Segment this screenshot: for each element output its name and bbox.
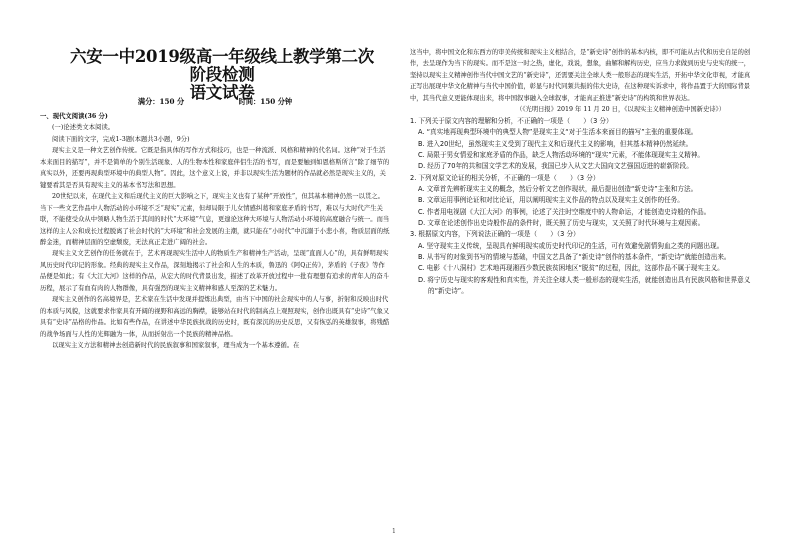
option-b: B. 进入20世纪，虽然现实主义受到了现代主义和后现代主义的影响，但其基本精神仍然延续。 — [418, 139, 693, 148]
score-label: 满分：150 分 — [137, 97, 185, 106]
option-d: D. 文章在论述创作出史诗般作品的条件时，既关照了历史与现实，又关照了时代环境与主观因素。 — [418, 218, 705, 227]
option-d: D. 经历了70年的共和国文学艺术的发展，我国已步入从文艺大国向文艺强国迈进的崭新阶段。 — [418, 162, 693, 171]
option-b: B. 从书写的对象到书写的情境与基础，中国文艺具备了“新史诗”创作的基本条件，“新史诗”就能创造出来。 — [418, 253, 731, 262]
question-stem: 1. 下列关于原文内容的理解和分析，不正确的一项是（ ）（3 分） — [410, 116, 613, 125]
option-a: A. 文章首先辨析现实主义的概念，然后分析文艺创作现状，最后提出创造“新史诗”主张和方法。 — [418, 185, 698, 194]
passage-right — [410, 47, 755, 297]
page-number: 1 — [392, 528, 396, 535]
instructions: 阅读下面的文字，完成1-3题(本题共3小题，9分) — [52, 135, 190, 143]
passage-paragraph: 20世纪以来，在现代主义和后现代主义的巨大影响之下，现实主义也有了某种“开放性”，但其基本精神仍然一以贯之。当下一些文艺作品中人物活动的小环境不乏“现实”元素，但却局限于儿女情感纠葛和家庭矛盾的书写，难以与大时代产生关联，不能使受众从中领略人物生活于其间的时代“大环境”气息，更遑论这种大环境与人物活动小环境的高度融合与统一。而当这样的主人公和成长过程脱离了社会时代的“大环境”和社会发展的主潮，就只能在“小时代”中沉溺于小悲小喜，物质层面的纸醉金迷，而精神层面的空虚颓废，无法真正走进广阔的社会。 — [40, 193, 390, 246]
passage-left — [40, 111, 390, 352]
passage-paragraph: 这当中，将中国文化和东西方的审美传统和现实主义相结合，是“新史诗”创作的基本内核，即不可能从古代和历史自足的创作，去呈现作为当下的现实。而不是这一时之热，虚化，戏说，想象，曲解和解构历史，应当力求做到历史与史实的统一，坚持以现实主义精神创作当代中国文艺的“新史诗”，还需要关注全球人类一般形态的现实生活，开拓中华文化审视，才能真正写出展现中华文化精神与当代中国价值，彰显与时代同频共振的伟大史诗，在这种现实诉求中，将作品置于大的国际背景中，其当代意义更能体现出来，将中国叙事融入全球叙事，才能真正推进“新史诗”的构筑和世界表达。 — [410, 49, 751, 102]
title-line-2: 语文试卷 — [189, 83, 255, 102]
option-b: B. 文章运用事例论证和对比论证，用以阐明现实主义作品的特点以及现实主义创作的任务。 — [418, 196, 684, 205]
option-a: A. 坚守现实主义传统，呈现具有鲜明现实或历史时代印记的生活，可有效避免剧情狗血之类的问题出现。 — [418, 241, 724, 250]
passage-paragraph: 现实主义文艺创作的任务就在于，艺术再现现实生活中人的物质生产和精神生产活动，呈现“直面人心”的，具有鲜明现实风历史时代印记的形象。经典的现实主义作品，深刻地揭示了社会和人生的本质，鲁迅的《阿Q正传》，茅盾的《子夜》等作品便是如此；有《大江大河》这样的作品，从宏大的时代背景出发，描述了改革开放过程中一批有理想有追求的青年人的奋斗历程，展示了有血有肉的人物群像，具有强烈的现实主义精神和感人至深的艺术魅力。 — [40, 250, 390, 292]
question-stem: 3. 根据原文内容，下列说法正确的一项是（ ）（3 分） — [410, 230, 580, 239]
option-c: C. 局限于男女情爱和家庭矛盾的作品，缺乏人物活动环境的“现实”元素，不能体现现实主义精神。 — [418, 150, 704, 159]
option-d: D. 将宁历史与现实的客观性和真实性，并关注全球人类一般形态的现实生活，就能创造出具有民族风格和世界意义的“新史诗”。 — [418, 275, 751, 296]
section-heading: 一、现代文阅读(36 分) — [40, 113, 108, 120]
passage-paragraph: 现实主义创作的名高境界是，艺术家在生活中发现并提炼出典型，由当下中国的社会现实中的人与事，折射和反映出时代的本质与风貌，这就要求作家具有开阔的视野和高远的胸襟，能够站在时代的制高点上观照现实，创作出既具有“史诗”气象又具有“史诗”品格的作品。比如有些作品，在讲述中华民族抗战的历史时，既有深沉的历史反思，又有恢弘的英雄叙事，将残酷的战争场面与人性的光辉融为一体，从而折射出一个民族的精神品格。 — [40, 296, 390, 338]
passage-paragraph: 以现实主义方法和精神去创造新时代的民族叙事和国家叙事，理当成为一个基本遵循。在 — [52, 342, 300, 350]
right-column — [410, 0, 755, 543]
left-column — [40, 0, 390, 543]
title-line-1: 六安一中2019级高一年级线上教学第二次阶段检测 — [70, 47, 374, 84]
subsection-heading: (一)论述类文本阅读。 — [52, 124, 115, 132]
passage-source: （《光明日报》2019 年 11 月 20 日，《以现实主义精神创造中国新史诗》） — [516, 106, 725, 114]
exam-title — [62, 48, 382, 102]
option-a: A. “真实地再现典型环境中的典型人物”是现实主义“对于生活本来面目的描写”主张的重要体现。 — [418, 128, 698, 137]
option-c: C. 电影《十八洞村》艺术地再现湘西少数民族贫困地区“脱贫”的过程，因此，这部作品不属于现实主义。 — [418, 264, 724, 273]
passage-paragraph: 现实主义是一种文艺创作传统。它既是指具体的写作方式和技巧，也是一种流派、风格和精神的代名词。这种“对于生活本来面目的描写”，并不是简单的个别生活现象、人的生物本性和家庭伴侣生活的书写，而是要触到如恩格斯所言“除了细节的真实以外，还要再现典型环境中的典型人物”。因此，这个意义上说，并非以现实生活为题材的作品就必然是现实主义的，关键要看其是否具有现实主义的基本书写法和思想。 — [40, 147, 390, 189]
option-c: C. 作者用电视剧《大江大河》的事例，论述了关注时空维度中的人物命运，才能创造史诗般的作品。 — [418, 207, 711, 216]
time-label: 时间：150 分钟 — [238, 97, 293, 106]
exam-meta — [40, 97, 390, 107]
question-stem: 2. 下列对原文论证的相关分析，不正确的一项是（ ）（3 分） — [410, 173, 600, 182]
